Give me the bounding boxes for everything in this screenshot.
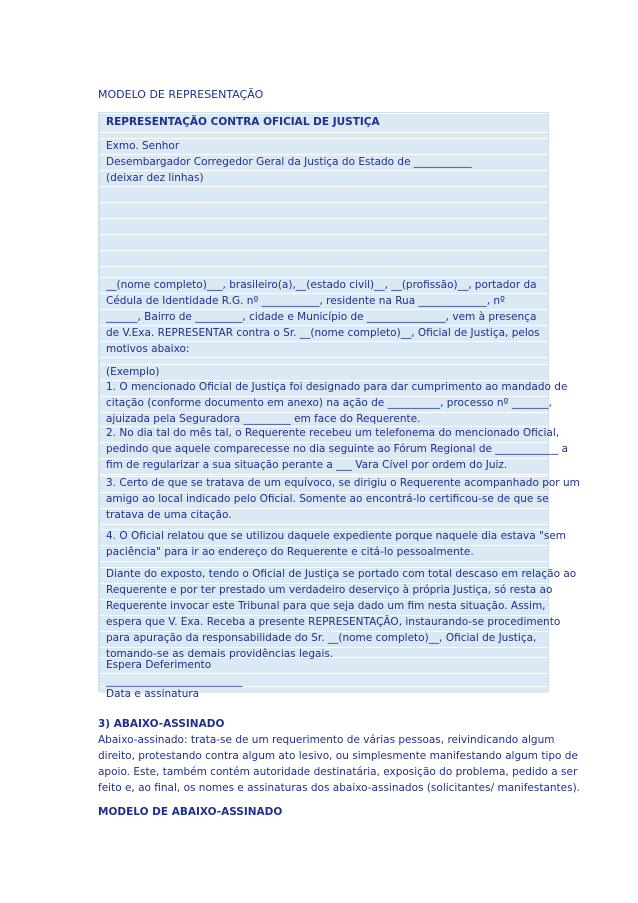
address-line: Exmo. Senhor	[106, 140, 180, 152]
section-3-title: 3) ABAIXO-ASSINADO	[98, 718, 225, 730]
example-label: (Exemplo)	[106, 366, 160, 378]
section-3-line: apoio. Este, também contém autoridade destinatária, exposição do problema, pedido a ser	[98, 766, 578, 778]
table-row	[100, 202, 548, 219]
intro-line: Cédula de Identidade R.G. nº ___________, residente na Rua _____________, nº	[106, 295, 506, 307]
conclusion-line: tomando-se as demais providências legais.	[106, 648, 334, 660]
closing-line: Data e assinatura	[106, 688, 200, 700]
section-3-line: direito, protestando contra algum ato lesivo, ou simplesmente manifestando algum tipo de	[98, 750, 578, 762]
intro-line: __(nome completo)___, brasileiro(a),__(estado civil)__, __(profissão)__, portador da	[106, 279, 537, 291]
table-row	[100, 218, 548, 235]
box-title: REPRESENTAÇÃO CONTRA OFICIAL DE JUSTIÇA	[106, 116, 380, 128]
conclusion-line: Requerente e por ter prestado um verdadeiro deserviço à própria Justiça, só resta ao	[106, 584, 553, 596]
table-row	[100, 186, 548, 203]
table-row	[100, 357, 548, 364]
item-3-line: 3. Certo de que se tratava de um equívoco, se dirigiu o Requerente acompanhado por um	[106, 477, 580, 489]
closing-line: Espera Deferimento	[106, 659, 212, 671]
item-1-line: 1. O mencionado Oficial de Justiça foi designado para dar cumprimento ao mandado de	[106, 381, 568, 393]
conclusion-line: Diante do exposto, tendo o Oficial de Justiça se portado com total descaso em relação ao	[106, 568, 577, 580]
table-row	[100, 250, 548, 267]
intro-line: motivos abaixo:	[106, 343, 190, 355]
item-2-line: pedindo que aquele comparecesse no dia seguinte ao Fórum Regional de ____________ a	[106, 443, 569, 455]
conclusion-line: Requerente invocar este Tribunal para que seja dado um fim nesta situação. Assim,	[106, 600, 546, 612]
item-3-line: tratava de uma citação.	[106, 509, 232, 521]
item-2-line: 2. No dia tal do mês tal, o Requerente recebeu um telefonema do mencionado Oficial,	[106, 427, 560, 439]
signature-line: __________________________	[106, 675, 243, 687]
item-4-line: paciência" para ir ao endereço do Requerente e citá-lo pessoalmente.	[106, 546, 474, 558]
section-3-line: feito e, ao final, os nomes e assinaturas dos abaixo-assinados (solicitantes/ manifestantes).	[98, 782, 581, 794]
address-line: Desembargador Corregedor Geral da Justiça do Estado de ___________	[106, 156, 472, 168]
table-row	[100, 234, 548, 251]
item-2-line: fim de regularizar a sua situação perante a ___ Vara Cível por ordem do Juiz.	[106, 459, 508, 471]
page-heading: MODELO DE REPRESENTAÇÃO	[98, 88, 264, 101]
conclusion-line: para apuração da responsabilidade do Sr. __(nome completo)__, Oficial de Justiça,	[106, 632, 537, 644]
intro-line: ______, Bairro de _________, cidade e Município de _______________, vem à presença	[106, 311, 537, 323]
model-title: MODELO DE ABAIXO-ASSINADO	[98, 806, 283, 818]
item-1-line: citação (conforme documento em anexo) na ação de __________, processo nº _______,	[106, 397, 552, 409]
item-1-line: ajuizada pela Seguradora _________ em face do Requerente.	[106, 413, 421, 425]
table-row	[100, 266, 548, 277]
item-4-line: 4. O Oficial relatou que se utilizou daquele expediente porque naquele dia estava "sem	[106, 530, 567, 542]
section-3-line: Abaixo-assinado: trata-se de um requerimento de várias pessoas, reivindicando algum	[98, 734, 555, 746]
item-3-line: amigo ao local indicado pelo Oficial. Somente ao encontrá-lo certificou-se de que se	[106, 493, 549, 505]
conclusion-line: espera que V. Exa. Receba a presente REPRESENTAÇÃO, instaurando-se procedimento	[106, 616, 561, 628]
intro-line: de V.Exa. REPRESENTAR contra o Sr. __(nome completo)__, Oficial de Justiça, pelos	[106, 327, 540, 339]
address-line: (deixar dez linhas)	[106, 172, 204, 184]
